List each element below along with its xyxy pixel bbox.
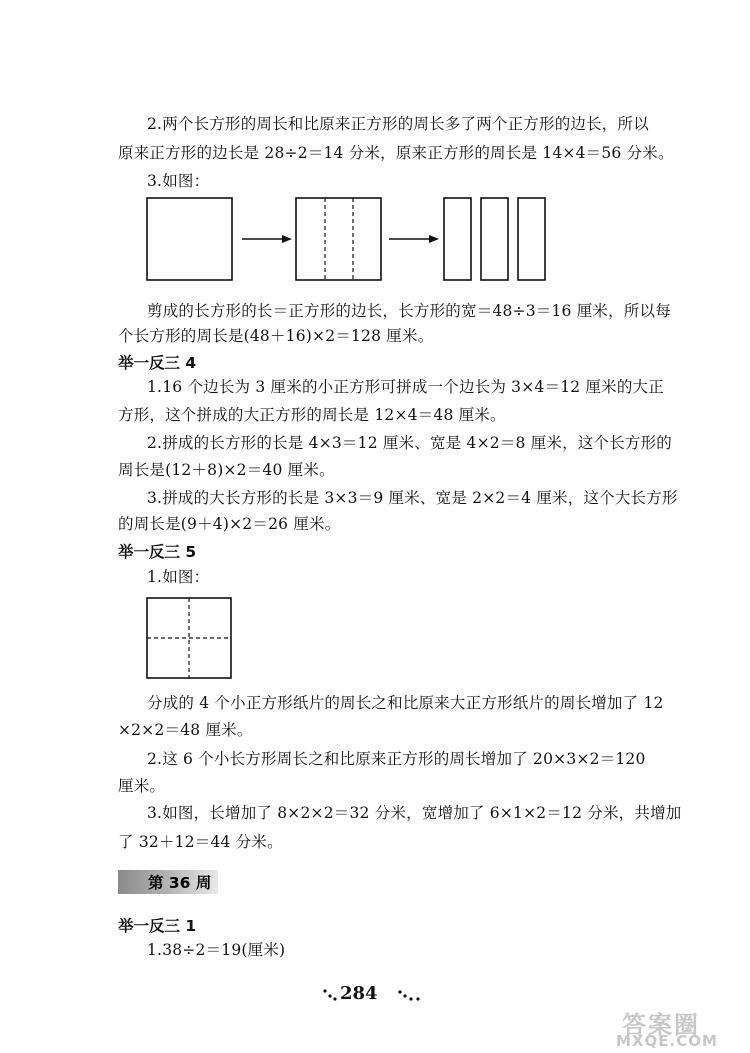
text-line-17: 3.如图，长增加了 8×2×2＝32 分米，宽增加了 6×1×2＝12 分米，共增加	[147, 804, 682, 822]
text-line-1: 2.两个长方形的周长和比原来正方形的周长多了两个正方形的边长，所以	[147, 115, 649, 133]
text-line-11: 的周长是(9＋4)×2＝26 厘米。	[118, 515, 341, 533]
text-line-12: 1.如图：	[147, 568, 210, 586]
section-heading-1: 举一反三 1	[118, 917, 197, 935]
text-line-4: 剪成的长方形的长＝正方形的边长，长方形的宽＝48÷3＝16 厘米，所以每	[147, 302, 671, 320]
strip-1	[444, 198, 471, 280]
text-line-3: 3.如图：	[147, 172, 210, 190]
text-line-2: 原来正方形的边长是 28÷2＝14 分米，原来正方形的周长是 14×4＝56 分米。	[118, 144, 674, 162]
watermark-logo-text: 答案圈	[622, 1011, 700, 1039]
figure-square-cut-into-rectangles	[145, 196, 565, 288]
section-heading-5: 举一反三 5	[118, 543, 197, 561]
original-square	[147, 198, 232, 280]
text-line-10: 3.拼成的大长方形的长是 3×3＝9 厘米、宽是 2×2＝4 厘米，这个大长方形	[147, 489, 678, 507]
week-heading-title: 第 36 周	[148, 874, 212, 892]
arrow-head-2	[429, 235, 439, 243]
text-line-8: 2.拼成的长方形的长是 4×3＝12 厘米、宽是 4×2＝8 厘米，这个长方形的	[147, 434, 673, 452]
page-number-dots-right	[396, 988, 426, 1002]
strip-2	[481, 198, 508, 280]
text-line-19: 1.38÷2＝19(厘米)	[147, 941, 286, 959]
watermark-url-text: MXQE.COM	[616, 1032, 718, 1050]
page-number-dots-left	[322, 988, 338, 1002]
arrow-head-1	[282, 235, 292, 243]
strip-3	[518, 198, 545, 280]
text-line-13: 分成的 4 个小正方形纸片的周长之和比原来大正方形纸片的周长增加了 12	[147, 694, 664, 712]
cut-square	[296, 198, 381, 280]
text-line-9: 周长是(12＋8)×2＝40 厘米。	[118, 461, 335, 479]
text-line-6: 1.16 个边长为 3 厘米的小正方形可拼成一个边长为 3×4＝12 厘米的大正	[147, 378, 664, 396]
text-line-16: 厘米。	[118, 777, 166, 795]
text-line-14: ×2×2＝48 厘米。	[118, 721, 253, 739]
text-line-7: 方形，这个拼成的大正方形的周长是 12×4＝48 厘米。	[118, 406, 506, 424]
figure-square-four-parts	[145, 596, 235, 680]
text-line-18: 了 32＋12＝44 分米。	[118, 833, 283, 851]
section-heading-4: 举一反三 4	[118, 354, 197, 372]
watermark	[612, 1005, 747, 1051]
page-number: 284	[340, 983, 378, 1004]
text-line-15: 2.这 6 个小长方形周长之和比原来正方形的周长增加了 20×3×2＝120	[147, 750, 646, 768]
text-line-5: 个长方形的周长是(48＋16)×2＝128 厘米。	[118, 327, 434, 345]
